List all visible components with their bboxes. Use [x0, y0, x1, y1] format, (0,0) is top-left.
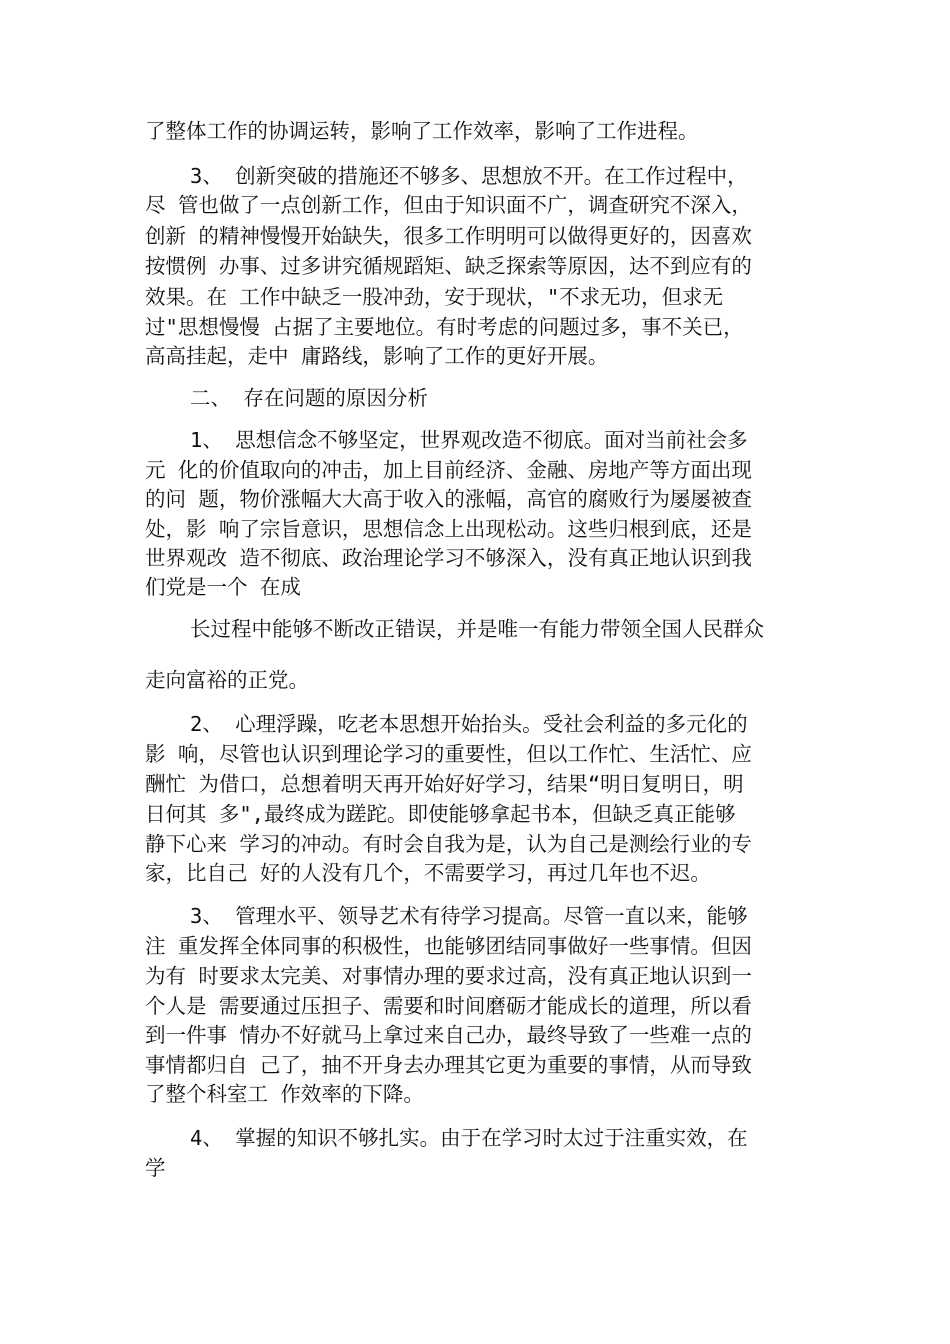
- text-line: 走向富裕的正党。: [145, 668, 309, 692]
- text-line: 过"思想慢慢 占据了主要地位。有时考虑的问题过多，事不关已，: [145, 315, 744, 339]
- text-line: 元 化的价值取向的冲击，加上目前经济、金融、房地产等方面出现: [145, 458, 752, 482]
- text-line: 长过程中能够不断改正错误，并是唯一有能力带领全国人民群众: [190, 617, 764, 641]
- text-line: 为有 时要求太完美、对事情办理的要求过高，没有真正地认识到一: [145, 964, 752, 988]
- text-line: 处，影 响了宗旨意识，思想信念上出现松动。这些归根到底，还是: [145, 517, 752, 541]
- text-line: 世界观改 造不彻底、政治理论学习不够深入，没有真正地认识到我: [145, 546, 752, 570]
- text-line: 影 响，尽管也认识到理论学习的重要性，但以工作忙、生活忙、应: [145, 742, 752, 766]
- text-line: 学: [145, 1156, 166, 1180]
- text-line: 个人是 需要通过压担子、需要和时间磨砺才能成长的道理，所以看: [145, 994, 752, 1018]
- text-line: 注 重发挥全体同事的积极性，也能够团结同事做好一些事情。但因: [145, 934, 752, 958]
- paragraph-1-heading: 1、 思想信念不够坚定，世界观改造不彻底。面对当前社会多: [190, 428, 748, 452]
- text-line: 事情都归自 己了，抽不开身去办理其它更为重要的事情，从而导致: [145, 1053, 752, 1077]
- text-line: 尽 管也做了一点创新工作，但由于知识面不广，调查研究不深入，: [145, 193, 752, 217]
- text-line: 静下心来 学习的冲动。有时会自我为是，认为自己是测绘行业的专: [145, 832, 752, 856]
- text-line: 家，比自己 好的人没有几个，不需要学习，再过几年也不迟。: [145, 861, 711, 885]
- section-heading: 二、 存在问题的原因分析: [190, 386, 428, 410]
- text-line: 高高挂起，走中 庸路线，影响了工作的更好开展。: [145, 344, 609, 368]
- text-line: 酬忙 为借口，总想着明天再开始好好学习，结果“明日复明日，明: [145, 772, 744, 796]
- text-line: 的问 题，物价涨幅大大高于收入的涨幅，高官的腐败行为屡屡被查: [145, 487, 752, 511]
- paragraph-3b-heading: 3、 管理水平、领导艺术有待学习提高。尽管一直以来，能够: [190, 904, 748, 928]
- text-line: 创新 的精神慢慢开始缺失，很多工作明明可以做得更好的，因喜欢: [145, 224, 752, 248]
- text-line: 效果。在 工作中缺乏一股冲劲，安于现状，"不求无功，但求无: [145, 285, 724, 309]
- text-line: 到一件事 情办不好就马上拿过来自己办，最终导致了一些难一点的: [145, 1023, 752, 1047]
- text-line: 了整体工作的协调运转，影响了工作效率，影响了工作进程。: [145, 119, 699, 143]
- text-line: 了整个科室工 作效率的下降。: [145, 1082, 424, 1106]
- text-line: 们党是一个 在成: [145, 575, 301, 599]
- paragraph-4-heading: 4、 掌握的知识不够扎实。由于在学习时太过于注重实效，在: [190, 1126, 748, 1150]
- paragraph-3-heading: 3、 创新突破的措施还不够多、思想放不开。在工作过程中，: [190, 164, 748, 188]
- text-line: 按惯例 办事、过多讲究循规蹈矩、缺乏探索等原因，达不到应有的: [145, 254, 752, 278]
- text-line: 日何其 多",最终成为蹉跎。即使能够拿起书本，但缺乏真正能够: [145, 802, 736, 826]
- paragraph-2-heading: 2、 心理浮躁，吃老本思想开始抬头。受社会利益的多元化的: [190, 712, 748, 736]
